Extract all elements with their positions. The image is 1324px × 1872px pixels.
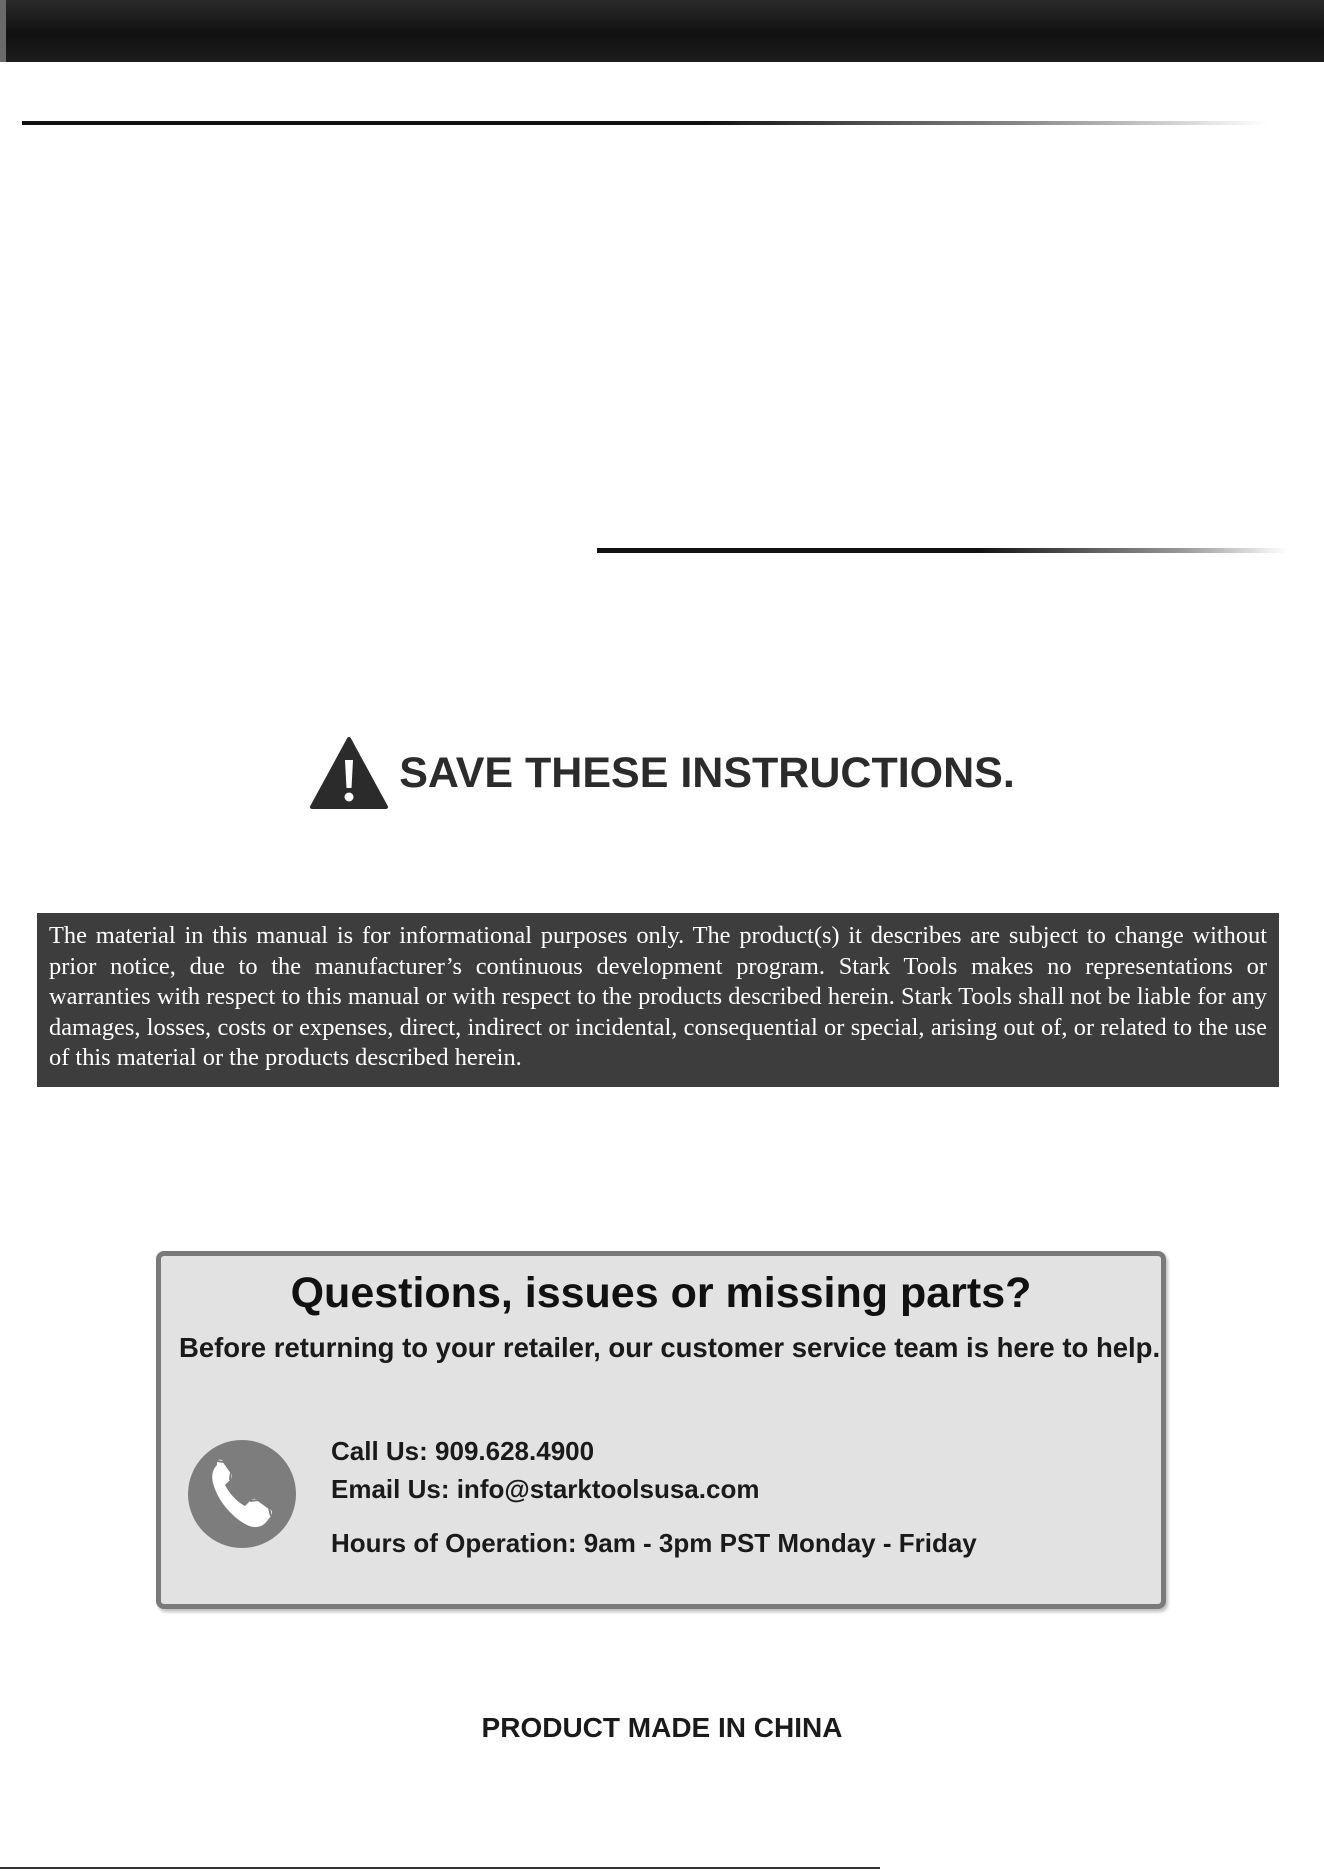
- customer-service-box: [156, 1251, 1166, 1609]
- top-divider: [22, 121, 1268, 125]
- hours-line: Hours of Operation: 9am - 3pm PST Monday - Friday: [331, 1528, 977, 1558]
- bottom-divider: [0, 1867, 880, 1869]
- help-box-title: Questions, issues or missing parts?: [290, 1269, 1032, 1317]
- made-in-label: PRODUCT MADE IN CHINA: [481, 1712, 843, 1743]
- disclaimer-box: [37, 913, 1279, 1087]
- header-bar: [0, 0, 1324, 62]
- middle-divider: [597, 548, 1287, 553]
- save-instructions-notice: [0, 736, 1324, 810]
- help-box-subtitle: Before returning to your retailer, our customer service team is here to help.: [179, 1332, 1161, 1363]
- call-us-line: Call Us: 909.628.4900: [331, 1436, 595, 1466]
- warning-triangle-icon: [309, 736, 389, 810]
- disclaimer-text: The material in this manual is for informational purposes only. The product(s) it describes are subject to change without prior notice, due to the manufacturer’s continuous development program. Stark Tools makes no representations or warranties with respect to this manual or with respect to the products described herein. Stark Tools shall not be liable for any damages, losses, costs or expenses, direct, indirect or incidental, consequential or special, arising out of, or related to the use of this material or the products described herein.: [49, 922, 1267, 1071]
- email-us-line: Email Us: info@starktoolsusa.com: [331, 1474, 760, 1504]
- save-instructions-text: SAVE THESE INSTRUCTIONS.: [399, 748, 1015, 797]
- phone-icon: [187, 1439, 297, 1549]
